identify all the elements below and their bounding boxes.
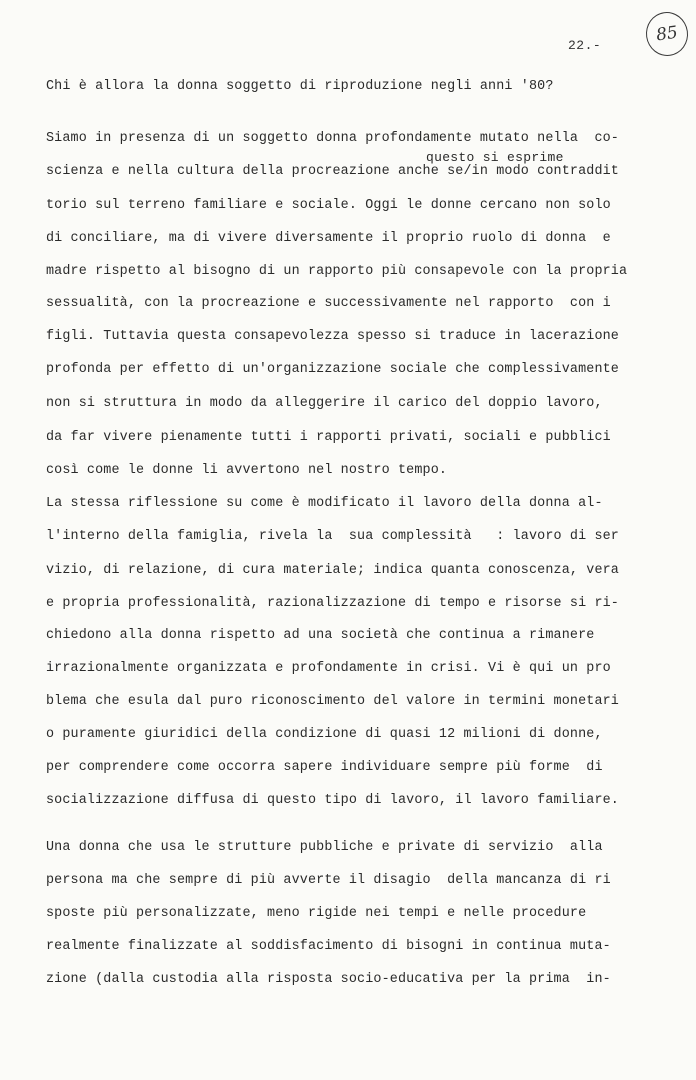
text-line: madre rispetto al bisogno di un rapporto più consapevole con la propria — [46, 264, 628, 279]
text-line: zione (dalla custodia alla risposta socio-educativa per la prima in- — [46, 972, 611, 987]
page-number: 22.- — [568, 38, 602, 53]
text-line: di conciliare, ma di vivere diversamente il proprio ruolo di donna e — [46, 231, 611, 246]
page-stamp: 85 — [643, 9, 691, 58]
text-line: e propria professionalità, razionalizzazione di tempo e risorse si ri- — [46, 596, 619, 611]
text-line: sessualità, con la procreazione e successivamente nel rapporto con i — [46, 296, 611, 311]
text-line: da far vivere pienamente tutti i rapporti privati, sociali e pubblici — [46, 430, 611, 445]
text-line: scienza e nella cultura della procreazione anche se/in modo contraddit — [46, 164, 619, 179]
text-line: socializzazione diffusa di questo tipo di lavoro, il lavoro familiare. — [46, 793, 619, 808]
text-line: Siamo in presenza di un soggetto donna profondamente mutato nella co- — [46, 131, 619, 146]
text-line: l'interno della famiglia, rivela la sua complessità : lavoro di ser — [46, 529, 619, 544]
interline-insertion: questo si esprime — [426, 150, 564, 165]
text-line: profonda per effetto di un'organizzazione sociale che complessivamente — [46, 362, 619, 377]
text-line: sposte più personalizzate, meno rigide nei tempi e nelle procedure — [46, 906, 587, 921]
text-line: blema che esula dal puro riconoscimento del valore in termini monetari — [46, 694, 619, 709]
text-line: Una donna che usa le strutture pubbliche e private di servizio alla — [46, 840, 603, 855]
text-line: figli. Tuttavia questa consapevolezza spesso si traduce in lacerazione — [46, 329, 619, 344]
text-line: vizio, di relazione, di cura materiale; indica quanta conoscenza, vera — [46, 563, 619, 578]
text-line: realmente finalizzate al soddisfacimento di bisogni in continua muta- — [46, 939, 611, 954]
text-line: o puramente giuridici della condizione di quasi 12 milioni di donne, — [46, 727, 603, 742]
text-line: persona ma che sempre di più avverte il disagio della mancanza di ri — [46, 873, 611, 888]
text-line: La stessa riflessione su come è modificato il lavoro della donna al- — [46, 496, 603, 511]
text-line: non si struttura in modo da alleggerire il carico del doppio lavoro, — [46, 396, 603, 411]
heading: Chi è allora la donna soggetto di riproduzione negli anni '80? — [46, 79, 554, 94]
text-line: per comprendere come occorra sapere individuare sempre più forme di — [46, 760, 603, 775]
text-line: così come le donne li avvertono nel nostro tempo. — [46, 463, 448, 478]
text-line: chiedono alla donna rispetto ad una società che continua a rimanere — [46, 628, 595, 643]
text-line: irrazionalmente organizzata e profondamente in crisi. Vi è qui un pro — [46, 661, 611, 676]
text-line: torio sul terreno familiare e sociale. Oggi le donne cercano non solo — [46, 198, 611, 213]
